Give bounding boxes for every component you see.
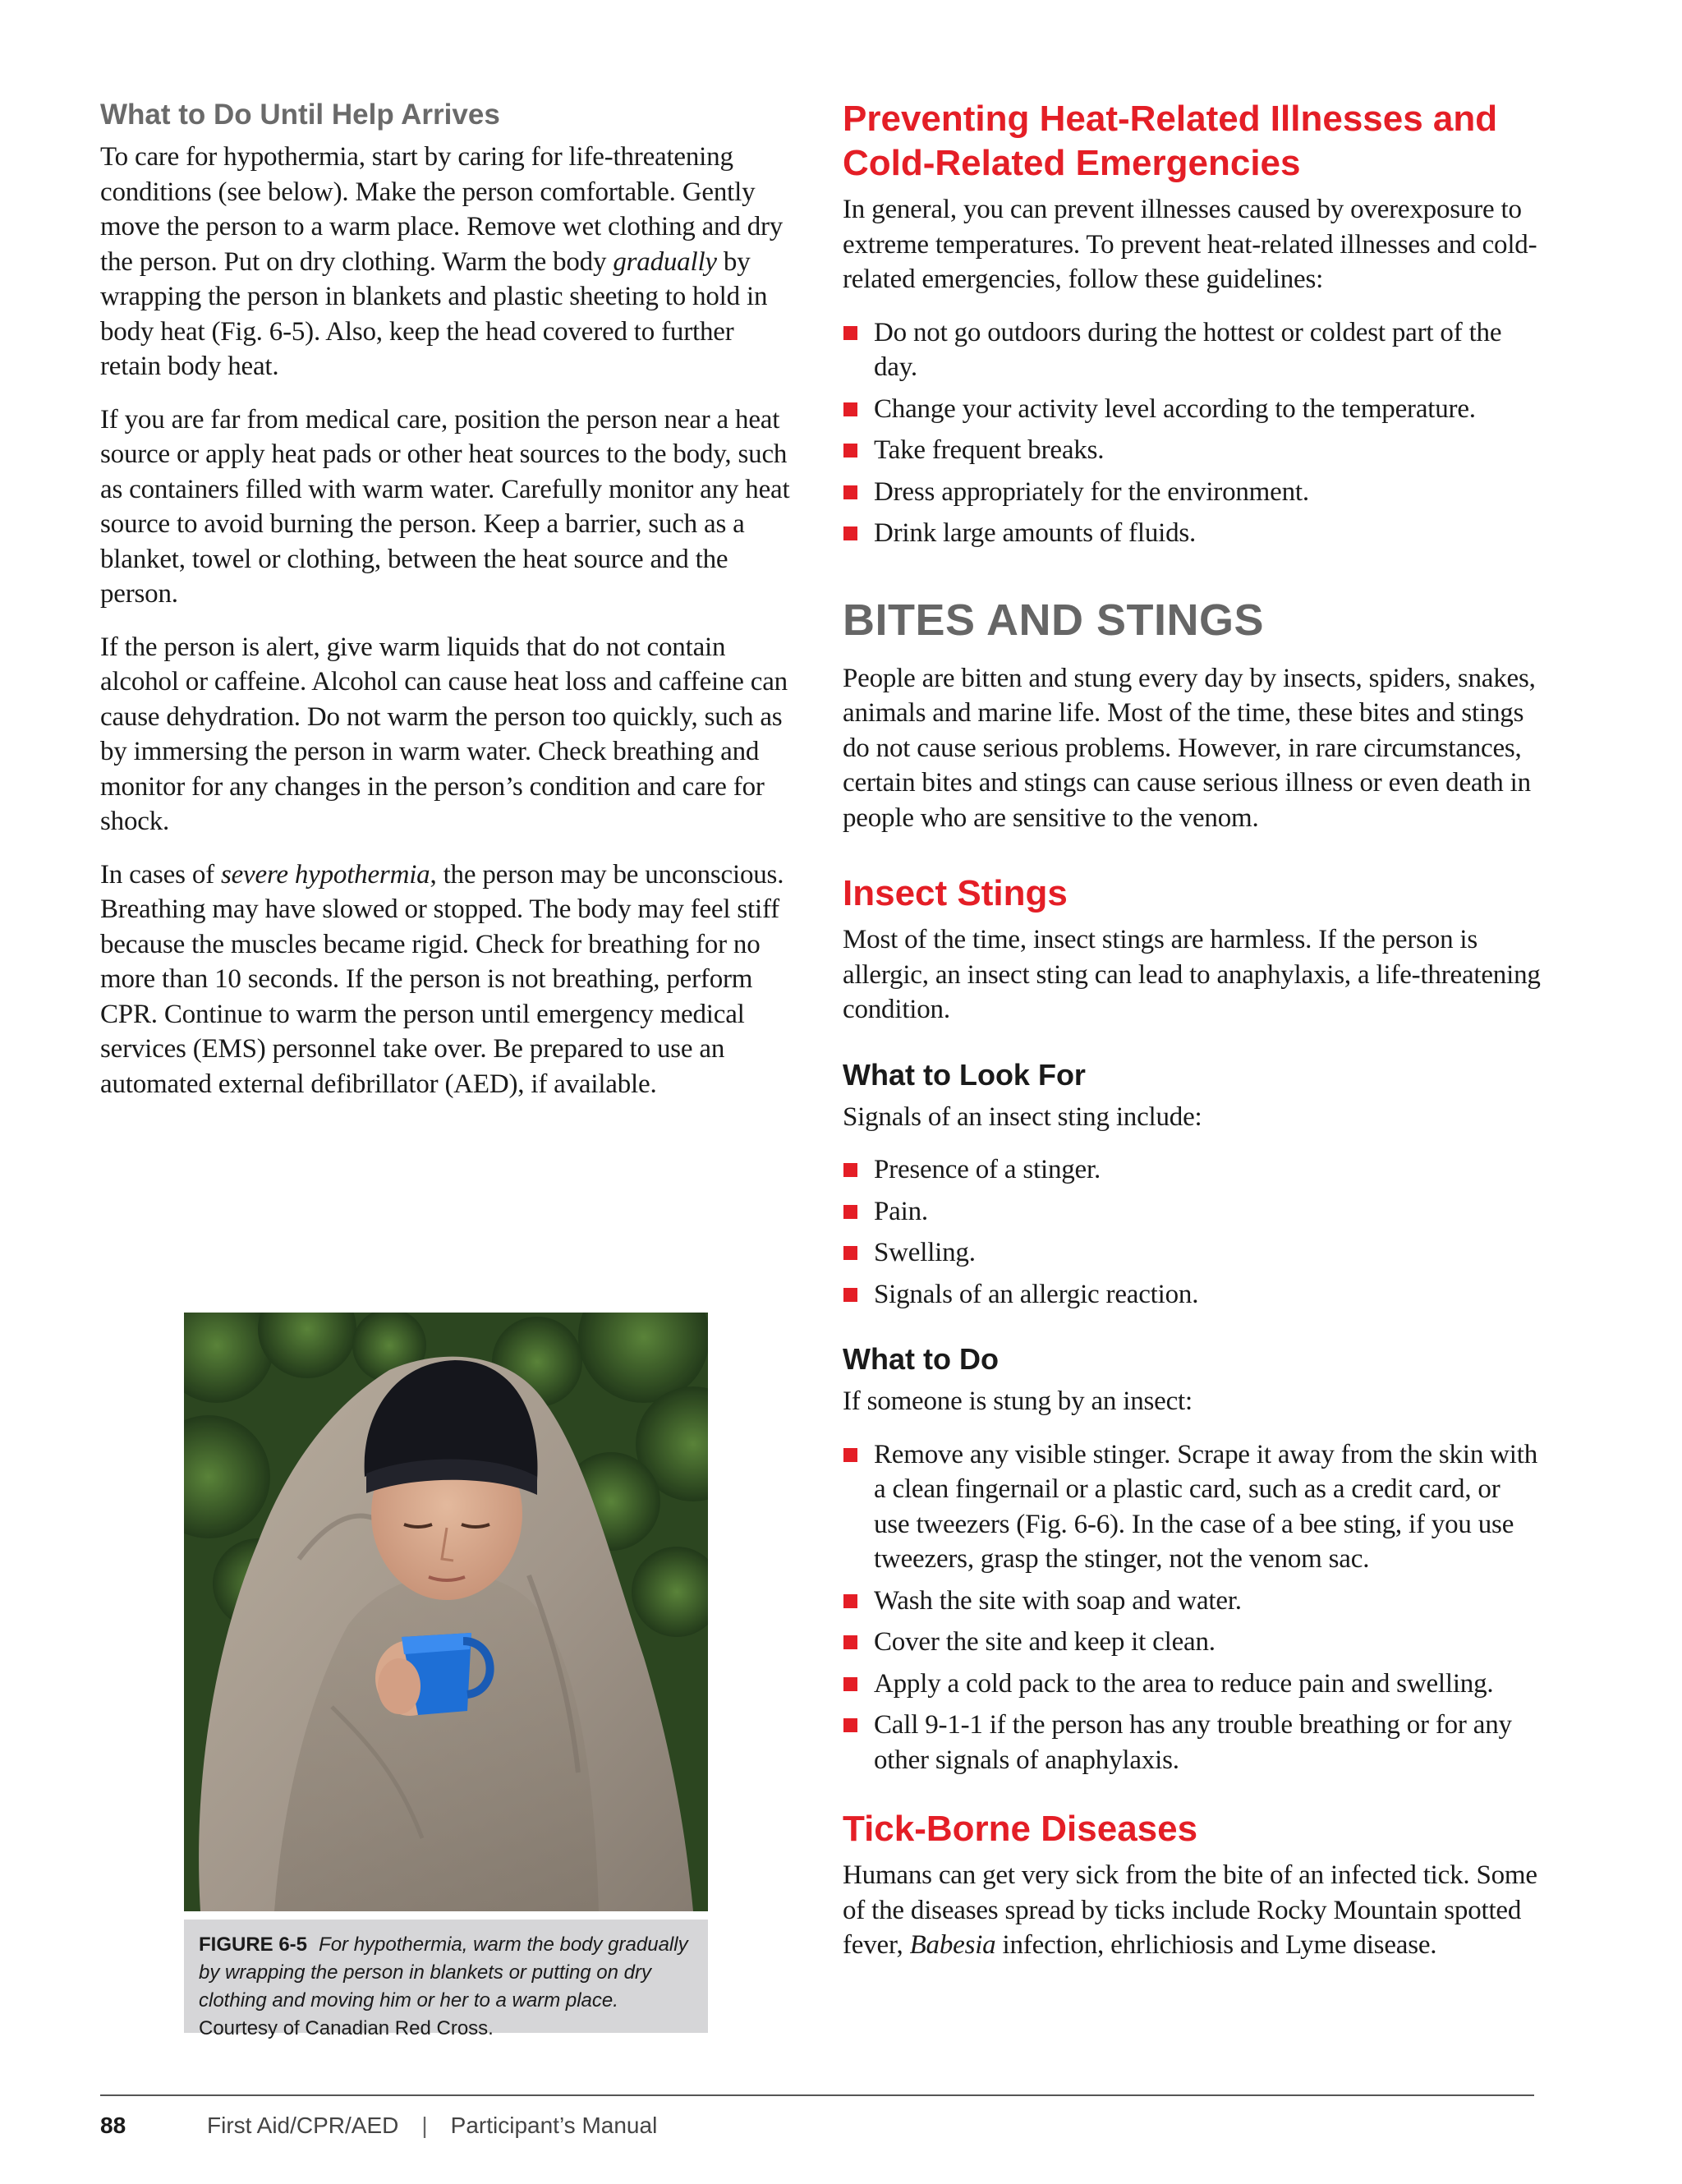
list-item: Swelling. — [843, 1235, 1541, 1271]
list-item: Take frequent breaks. — [843, 433, 1541, 468]
list-item: Signals of an allergic reaction. — [843, 1277, 1541, 1313]
left-column — [100, 97, 792, 1120]
do-list — [843, 1437, 1541, 1778]
bullet-square-icon — [843, 444, 857, 457]
list-item: Presence of a stinger. — [843, 1152, 1541, 1188]
heading-what-to-do: What to Do — [843, 1342, 999, 1376]
figure-label: FIGURE 6-5 — [199, 1933, 308, 1956]
bullet-square-icon — [843, 1448, 857, 1462]
right-column — [843, 97, 1541, 1981]
paragraph-bites-intro: People are bitten and stung every day by insects, spiders, snakes, animals and marine life. Most of the time, these bites and stings do not cause serious problems. However, in rare circumstances, certain bites and stings can cause serious illness or even death in people who are sensitive to the venom. — [843, 663, 1536, 833]
bullet-square-icon — [843, 1163, 857, 1177]
paragraph-tick-text: Humans can get very sick from the bite of an infected tick. Some of the diseases spread by ticks include Rocky Mountain spotted fever, Babesia infection, ehrlichiosis and Lyme disease. — [843, 1860, 1537, 1960]
paragraph-far-from-care: If you are far from medical care, position the person near a heat source or apply heat pads or other heat sources to the body, such as containers filled with warm water. Carefully monitor any heat source to avoid burning the person. Keep a barrier, such as a blanket, towel or clothing, between the heat source and the person. — [100, 404, 790, 609]
bullet-square-icon — [843, 526, 857, 540]
heading-bites-and-stings: BITES AND STINGS — [843, 595, 1265, 645]
bullet-square-icon — [843, 1205, 857, 1219]
figure-caption-text: For hypothermia, warm the body gradually by wrapping the person in blankets or putting on dry clothing and moving him or her to a warm place. — [199, 1933, 688, 2012]
figure-6-5 — [184, 1313, 708, 2039]
paragraph-severe-hypothermia: In cases of severe hypothermia, the person may be unconscious. Breathing may have slowed or stopped. The body may feel stiff because the muscles became rigid. Check for breathing for no more than 10 seconds. If the person is not breathing, perform CPR. Continue to warm the person until emergency medical services (EMS) personnel take over. Be prepared to use an automated external defibrillator (AED), if available. — [100, 859, 784, 1099]
footer-book-title: First Aid/CPR/AED — [207, 2113, 399, 2138]
heading-preventing: Preventing Heat-Related Illnesses and Cold-Related Emergencies — [843, 99, 1498, 183]
bullet-square-icon — [843, 1677, 857, 1691]
list-item: Do not go outdoors during the hottest or coldest part of the day. — [843, 315, 1541, 385]
prevent-list — [843, 315, 1541, 551]
person-in-blanket-illustration — [184, 1313, 708, 1911]
heading-until-help-arrives: What to Do Until Help Arrives — [100, 99, 500, 131]
heading-tick-borne-diseases: Tick-Borne Diseases — [843, 1809, 1198, 1849]
list-item: Dress appropriately for the environment. — [843, 475, 1541, 510]
bullet-square-icon — [843, 1635, 857, 1649]
list-item: Drink large amounts of fluids. — [843, 516, 1541, 551]
bullet-square-icon — [843, 1718, 857, 1732]
list-item: Apply a cold pack to the area to reduce pain and swelling. — [843, 1667, 1541, 1702]
list-item: Call 9-1-1 if the person has any trouble breathing or for any other signals of anaphylaxis. — [843, 1708, 1541, 1777]
figure-photo — [184, 1313, 708, 1911]
paragraph-insect-intro: Most of the time, insect stings are harmless. If the person is allergic, an insect sting can lead to anaphylaxis, a life-threatening condition. — [843, 925, 1541, 1024]
paragraph-do-intro: If someone is stung by an insect: — [843, 1386, 1193, 1416]
paragraph-care-hypothermia: To care for hypothermia, start by caring for life-threatening conditions (see below). Make the person comfortable. Gently move the person to a warm place. Remove wet clothing and dry the person. Put on dry clothing. Warm the body gradually by wrapping the person in blankets and plastic sheeting to hold in body heat (Fig. 6-5). Also, keep the head covered to further retain body heat. — [100, 142, 784, 381]
heading-insect-stings: Insect Stings — [843, 873, 1068, 913]
paragraph-warm-liquids: If the person is alert, give warm liquids that do not contain alcohol or caffeine. Alcohol can cause heat loss and caffeine can cause dehydration. Do not warm the person too quickly, such as by immersing the person in warm water. Check breathing and monitor for any changes in the person’s condition and care for shock. — [100, 632, 788, 836]
paragraph-prevent-intro: In general, you can prevent illnesses caused by overexposure to extreme temperatures. To prevent heat-related illnesses and cold-related emergencies, follow these guidelines: — [843, 195, 1537, 294]
footer-manual-title: Participant’s Manual — [450, 2113, 658, 2138]
footer-divider — [100, 2094, 1534, 2096]
page-footer — [100, 2113, 657, 2139]
footer-separator: | — [421, 2113, 428, 2138]
list-item: Pain. — [843, 1194, 1541, 1230]
bullet-square-icon — [843, 326, 857, 340]
page-number: 88 — [100, 2113, 126, 2138]
look-list — [843, 1152, 1541, 1312]
list-item: Change your activity level according to the temperature. — [843, 392, 1541, 427]
list-item: Wash the site with soap and water. — [843, 1584, 1541, 1619]
bullet-square-icon — [843, 402, 857, 416]
heading-what-to-look-for: What to Look For — [843, 1057, 1086, 1092]
figure-credit: Courtesy of Canadian Red Cross. — [199, 2017, 494, 2039]
bullet-square-icon — [843, 485, 857, 499]
bullet-square-icon — [843, 1594, 857, 1608]
bullet-square-icon — [843, 1288, 857, 1302]
figure-caption — [184, 1920, 708, 2039]
paragraph-look-intro: Signals of an insect sting include: — [843, 1101, 1202, 1132]
list-item: Cover the site and keep it clean. — [843, 1625, 1541, 1660]
list-item: Remove any visible stinger. Scrape it away from the skin with a clean fingernail or a plastic card, such as a credit card, or use tweezers (Fig. 6-6). In the case of a bee sting, if you use tweezers, grasp the stinger, not the venom sac. — [843, 1437, 1541, 1577]
bullet-square-icon — [843, 1246, 857, 1260]
